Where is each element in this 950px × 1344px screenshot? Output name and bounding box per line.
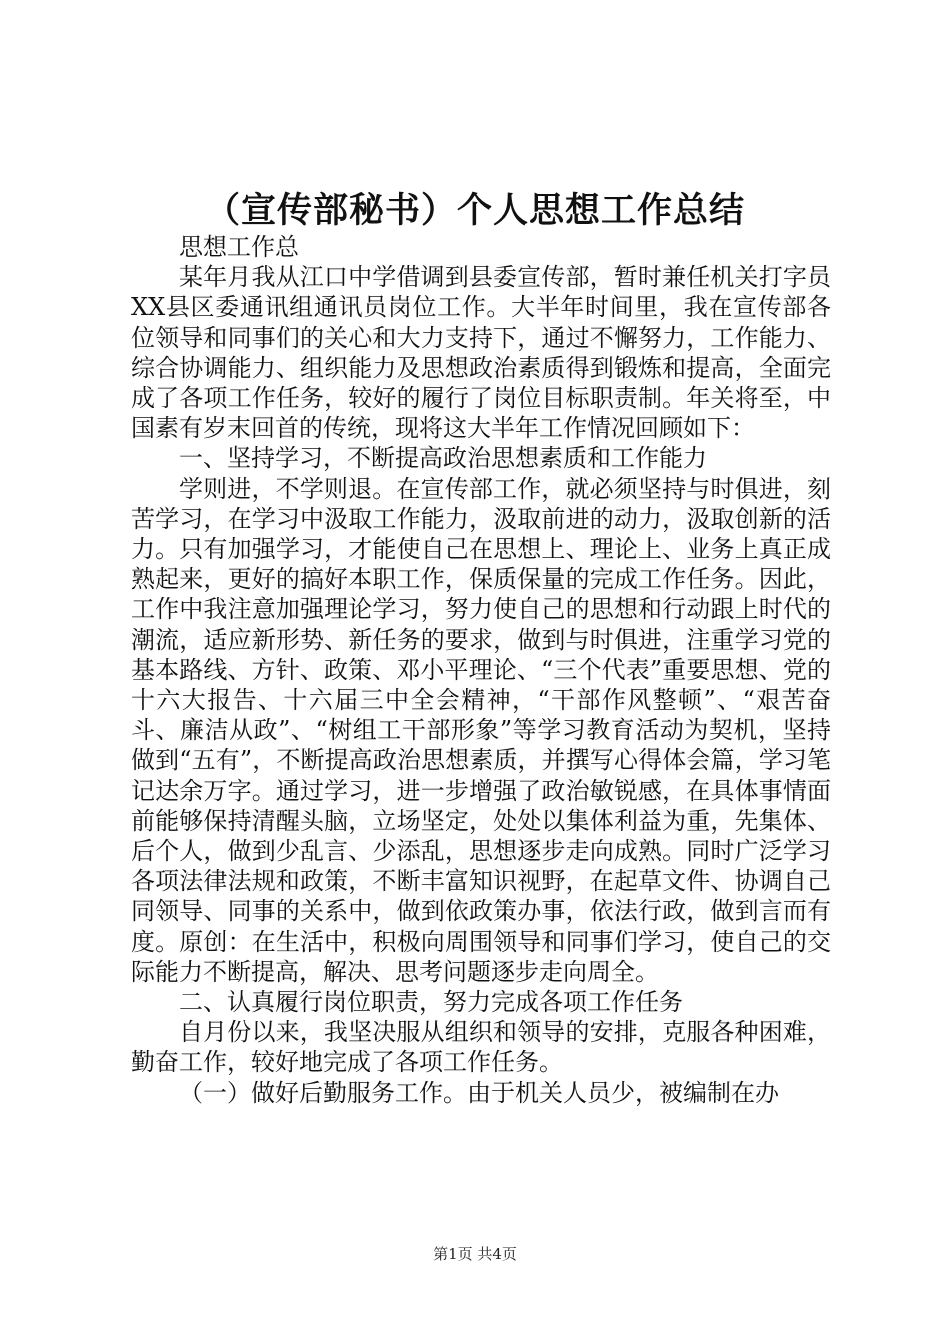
- paragraph-study: 学则进，不学则退。在宣传部工作，就必须坚持与时俱进，刻苦学习，在学习中汲取工作能力，汲取前进的动力，汲取创新的活力。只有加强学习，才能使自己在思想上、理论上、业务上真正成熟起来，更好的搞好本职工作，保质保量的完成工作任务。因此，工作中我注意加强理论学习，努力使自己的思想和行动跟上时代的潮流，适应新形势、新任务的要求，做到与时俱进，注重学习党的基本路线、方针、政策、邓小平理论、“三个代表”重要思想、党的十六大报告、十六届三中全会精神，“干部作风整顿”、“艰苦奋斗、廉洁从政”、“树组工干部形象”等学习教育活动为契机，坚持做到“五有”，不断提高政治思想素质，并撰写心得体会篇，学习笔记达余万字。通过学习，进一步增强了政治敏锐感，在具体事情面前能够保持清醒头脑，立场坚定，处处以集体利益为重，先集体、后个人，做到少乱言、少添乱，思想逐步走向成熟。同时广泛学习各项法律法规和政策，不断丰富知识视野，在起草文件、协调自己同领导、同事的关系中，做到依政策办事，依法行政，做到言而有度。原创：在生活中，积极向周围领导和同事们学习，使自己的交际能力不断提高，解决、思考问题逐步走向周全。: [131, 474, 831, 986]
- document-title: （宣传部秘书）个人思想工作总结: [204, 190, 745, 231]
- section-heading-2: 二、认真履行岗位职责，努力完成各项工作任务: [179, 988, 683, 1017]
- paragraph-subtitle: 思想工作总: [179, 233, 299, 261]
- paragraph-intro: 某年月我从江口中学借调到县委宣传部，暂时兼任机关打字员XX县区委通讯组通讯员岗位工作。大半年时间里，我在宣传部各位领导和同事们的关心和大力支持下，通过不懈努力，工作能力、综合协调能力、组织能力及思想政治素质得到锻炼和提高，全面完成了各项工作任务，较好的履行了岗位目标职责制。年关将至，中国素有岁末回首的传统，现将这大半年工作情况回顾如下：: [131, 263, 831, 443]
- section-heading-1: 一、坚持学习，不断提高政治思想素质和工作能力: [179, 444, 707, 473]
- paragraph-duties: 自月份以来，我坚决服从组织和领导的安排，克服各种困难，勤奋工作，较好地完成了各项工作任务。: [131, 1018, 831, 1077]
- paragraph-logistics: （一）做好后勤服务工作。由于机关人员少，被编制在办: [179, 1078, 779, 1107]
- page-footer: 第1页 共4页: [433, 1245, 517, 1263]
- document-body: [131, 232, 831, 1108]
